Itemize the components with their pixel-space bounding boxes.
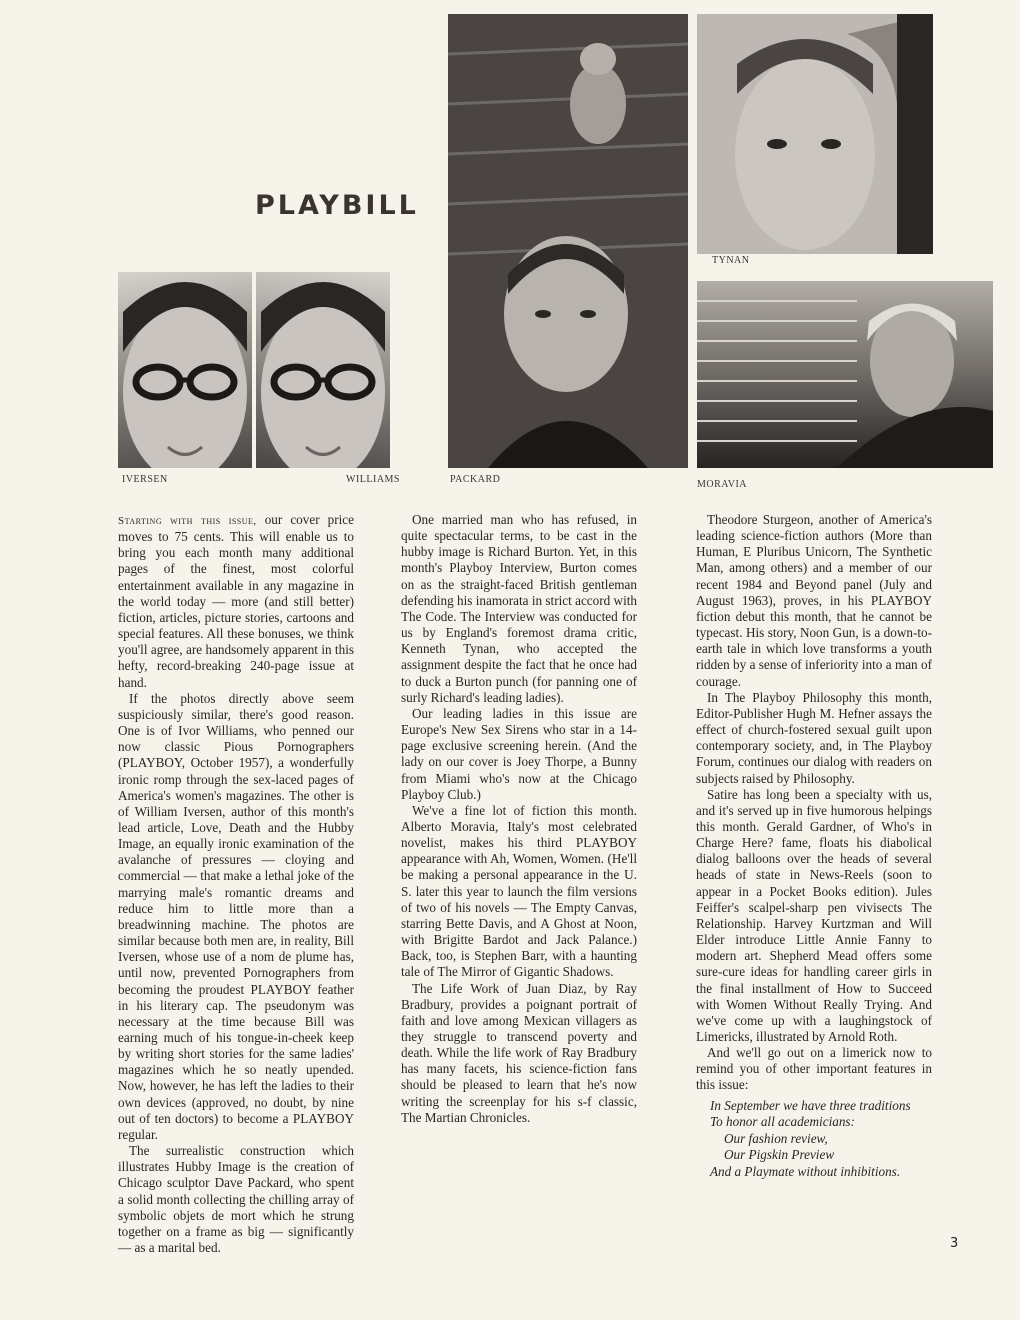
lead-in: Starting with this issue, — [118, 515, 257, 527]
photo-williams — [256, 272, 390, 468]
article-paragraph: Our leading ladies in this issue are Europe's New Sex Sirens who star in a 14-page exclusive screening herein. (And the lady on our cover is Joey Thorpe, a Bunny from Miami who's now at the Chicago Playboy Club.) — [401, 705, 637, 802]
photo-iversen — [118, 272, 252, 468]
photo-packard — [448, 14, 688, 468]
article-column-2 — [401, 464, 637, 1126]
article-paragraph: In The Playboy Philosophy this month, Editor-Publisher Hugh M. Hefner assays the effect of church-fostered sexual guilt upon contemporary society, and, in The Playboy Forum, continues our dialog with readers on subjects raised by Philosophy. — [696, 689, 932, 786]
photo-tynan — [697, 14, 933, 254]
caption-tynan: TYNAN — [712, 255, 750, 266]
limerick-line: To honor all academicians: — [710, 1114, 855, 1130]
page-number: 3 — [950, 1236, 959, 1251]
article-paragraph: Starting with this issue, our cover price moves to 75 cents. This will enable us to bring you each month many additional pages of the finest, most colorful entertainment available in any magazine in the world today — more (and still better) fiction, articles, picture stories, cartoons and special features. All these bonuses, we think you'll agree, are handsomely apparent in this hefty, record-breaking 240-page issue at hand. — [118, 512, 354, 690]
article-paragraph: And we'll go out on a limerick now to remind you of other important features in this issue: — [696, 1045, 932, 1093]
article-paragraph: We've a fine lot of fiction this month. Alberto Moravia, Italy's most celebrated novelist, makes his third PLAYBOY appearance with Ah, Women, Women. (He'll be making a personal appearance in the U. S. later this year to launch the film versions of two of his novels — The Empty Canvas, starring Bette Davis, and A Ghost at Noon, with Brigitte Bardot and Jack Palance.) Back, too, is Stephen Barr, with a haunting tale of The Mirror of Gigantic Shadows. — [401, 802, 637, 980]
article-paragraph: Satire has long been a specialty with us, and it's served up in five humorous helpings this month. Gerald Gardner, of Who's in Charge Here? fame, floats his diabolical dialog balloons over the heads of several heads of state in News-Reels (soon to appear in a Pocket Books edition). Jules Feiffer's scalpel-sharp pen vivisects The Relationship. Harvey Kurtzman and Will Elder introduce Little Annie Fanny to modern art. Shepherd Mead offers some sure-cure ideas for handling career girls in the final installment of How to Succeed with Women Without Really Trying. And we've come up with a laughingstock of Limericks, illustrated by Arnold Roth. — [696, 786, 932, 1044]
caption-iversen: IVERSEN — [122, 474, 168, 485]
article-paragraph: The Life Work of Juan Diaz, by Ray Bradbury, provides a poignant portrait of faith and love among Mexican villagers as they struggle to transcend poverty and death. While the life work of Ray Bradbury has many facets, his science-fiction fans should be pleased to learn that he's now writing the screenplay for his s-f classic, The Martian Chronicles. — [401, 980, 637, 1125]
article-column-3 — [696, 512, 932, 1181]
limerick-line: Our fashion review, — [724, 1130, 828, 1146]
limerick-line: Our Pigskin Preview — [724, 1147, 835, 1163]
article-paragraph: The surrealistic construction which illustrates Hubby Image is the creation of Chicago sculptor Dave Packard, who spent a solid month collecting the chilling array of symbolic objets de mort which he strung together on a frame as big — significantly — as a marital bed. — [118, 1143, 354, 1256]
photo-moravia — [697, 281, 993, 468]
limerick — [710, 1098, 932, 1181]
article-column-1 — [118, 512, 354, 1256]
article-paragraph: Theodore Sturgeon, another of America's leading science-fiction authors (More than Human, E Pluribus Unicorn, The Synthetic Man, among others) and a member of our recent 1984 and Beyond panel (July and August 1963), proves, in his PLAYBOY fiction debut this month, that he cannot be typecast. His story, Noon Gun, is a down-to-earth tale in which love transforms a youth ridden by a sense of inferiority into a man of courage. — [696, 512, 932, 689]
caption-packard: PACKARD — [450, 474, 501, 485]
page-title: PLAYBILL — [255, 190, 419, 221]
caption-moravia: MORAVIA — [697, 479, 747, 490]
limerick-line: And a Playmate without inhibitions. — [710, 1164, 901, 1179]
caption-williams: WILLIAMS — [346, 474, 400, 485]
article-paragraph: If the photos directly above seem suspiciously similar, there's good reason. One is of Ivor Williams, who penned our now classic Pious Pornographers (PLAYBOY, October 1957), a wonderfully ironic romp through the sex-laced pages of America's women's magazines. The other is of William Iversen, author of this month's lead article, Love, Death and the Hubby Image, an equally ironic examination of the avalanche of pressures — cloying and commercial — that make a lethal joke of the marrying male's romantic dreams and reduce him to little more than a breadwinning machine. The photos are similar because both men are, in reality, Bill Iversen, whose use of a nom de plume has, until now, prevented Pornographers from becoming the proudest PLAYBOY feather in his literary cap. The pseudonym was necessary at the time because Bill was earning much of his tongue-in-cheek keep by writing short stories for the same ladies' magazines which he so neatly upended. Now, however, he has left the ladies to their own devices (approved, no doubt, by nine out of ten doctors) to become a PLAYBOY regular. — [118, 690, 354, 1142]
article-paragraph: One married man who has refused, in quite spectacular terms, to be cast in the hubby image is Richard Burton. Yet, in this month's Playboy Interview, Burton comes on as the straight-faced British gentleman defending his inamorata in strict accord with The Code. The Interview was conducted for us by England's foremost drama critic, Kenneth Tynan, who accepted the assignment despite the fact that he once had to duck a Burton punch (for panning one of surly Richard's leading ladies). — [401, 512, 637, 705]
limerick-line: In September we have three traditions — [710, 1097, 911, 1113]
